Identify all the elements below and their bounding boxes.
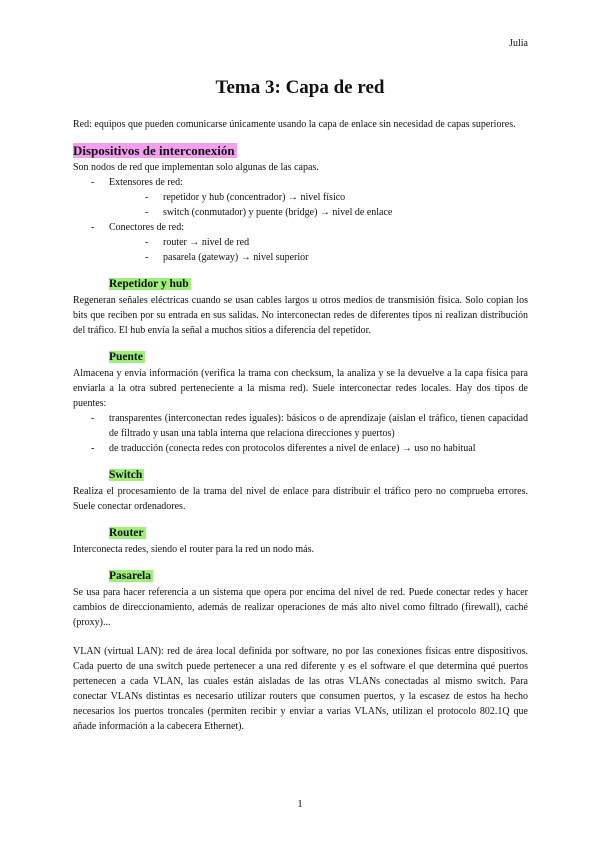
subsection-heading-switch xyxy=(109,468,528,483)
subsection-heading-text: Puente xyxy=(109,351,143,363)
section-heading-dispositivos xyxy=(73,143,528,158)
list-item-extensores xyxy=(91,175,528,220)
page-number: 1 xyxy=(297,798,303,810)
subsection-heading-repetidor xyxy=(109,277,528,292)
conectores-sublist xyxy=(109,235,528,265)
switch-paragraph: Realiza el procesamiento de la trama del nivel de enlace para distribuir el tráfico pero no comprueba errores. Suele conectar ordenadores. xyxy=(73,486,528,512)
spacer xyxy=(73,630,528,644)
subsection-heading-text: Switch xyxy=(109,469,143,481)
subsection-heading-text: Pasarela xyxy=(109,570,151,582)
sublist-item: - router → nivel de red xyxy=(145,235,528,250)
sublist-item: - pasarela (gateway) → nivel superior xyxy=(145,250,528,265)
document-title: Tema 3: Capa de red xyxy=(215,77,385,98)
intro-paragraph: Red: equipos que pueden comunicarse únicamente usando la capa de enlace sin necesidad de capas superiores. xyxy=(73,119,516,130)
list-item-label: Extensores de red: xyxy=(109,177,183,188)
subsection-heading-router xyxy=(109,526,528,541)
author-header: Julia xyxy=(509,38,528,49)
sublist-item: - repetidor y hub (concentrador) → nivel físico xyxy=(145,190,528,205)
list-item-label: Conectores de red: xyxy=(109,222,184,233)
subsection-heading-text: Repetidor y hub xyxy=(109,278,189,290)
sublist-item: - switch (conmutador) y puente (bridge) → nivel de enlace xyxy=(145,205,528,220)
subsection-heading-pasarela xyxy=(109,569,528,584)
subsection-heading-puente xyxy=(109,350,528,365)
repetidor-paragraph: Regeneran señales eléctricas cuando se usan cables largos u otros medios de transmisión física. Solo copian los bits que reciben por su entrada en sus salidas. No interconectan redes de diferentes tipos ni realizan distribución del tráfico. El hub envía la señal a muchos sitios a diferencia del repetidor. xyxy=(73,295,528,336)
subsection-heading-text: Router xyxy=(109,527,144,539)
router-paragraph: Interconecta redes, siendo el router para la red un nodo más. xyxy=(73,544,315,555)
document-body xyxy=(73,117,528,734)
vlan-paragraph: VLAN (virtual LAN): red de área local definida por software, no por las conexiones físicas entre dispositivos. Cada puerto de una switch puede pertenecer a una red diferente y es el software el que determina qué puertos pertenecen a cada VLAN, las cuales están aisladas de las otras VLANs conectadas al mismo switch. Para conectar VLANs distintas es necesario utilizar routers que consumen puertos, y la escasez de estos ha hecho necesarios los puertos troncales (permiten recibir y enviar a varias VLANs, utilizan el protocolo 802.1Q que añade información a la cabecera Ethernet). xyxy=(73,646,528,732)
list-item-conectores xyxy=(91,220,528,265)
puente-types-list xyxy=(73,411,528,456)
list-item: - de traducción (conecta redes con protocolos diferentes a nivel de enlace) → uso no habitual xyxy=(91,441,528,456)
puente-paragraph: Almacena y envía información (verifica la trama con checksum, la analiza y se la devuelve a la capa física para enviarla a la otra subred perteneciente a la misma red). Suele interconectar redes locales. Hay dos tipos de puentes: xyxy=(73,368,528,409)
pasarela-paragraph: Se usa para hacer referencia a un sistema que opera por encima del nivel de red. Puede conectar redes y hacer cambios de direccionamiento, además de realizar operaciones de más alto nivel como filtrado (firewall), caché (proxy)... xyxy=(73,587,528,628)
extensores-sublist xyxy=(109,190,528,220)
dispositivos-paragraph: Son nodos de red que implementan solo algunas de las capas. xyxy=(73,162,319,173)
dispositivos-list xyxy=(73,175,528,265)
section-heading-text: Dispositivos de interconexión xyxy=(73,143,235,158)
list-item: - transparentes (interconectan redes iguales): básicos o de aprendizaje (aíslan el tráfico, tienen capacidad de filtrado y usan una tabla interna que relaciona direcciones y puertos) xyxy=(91,411,528,441)
